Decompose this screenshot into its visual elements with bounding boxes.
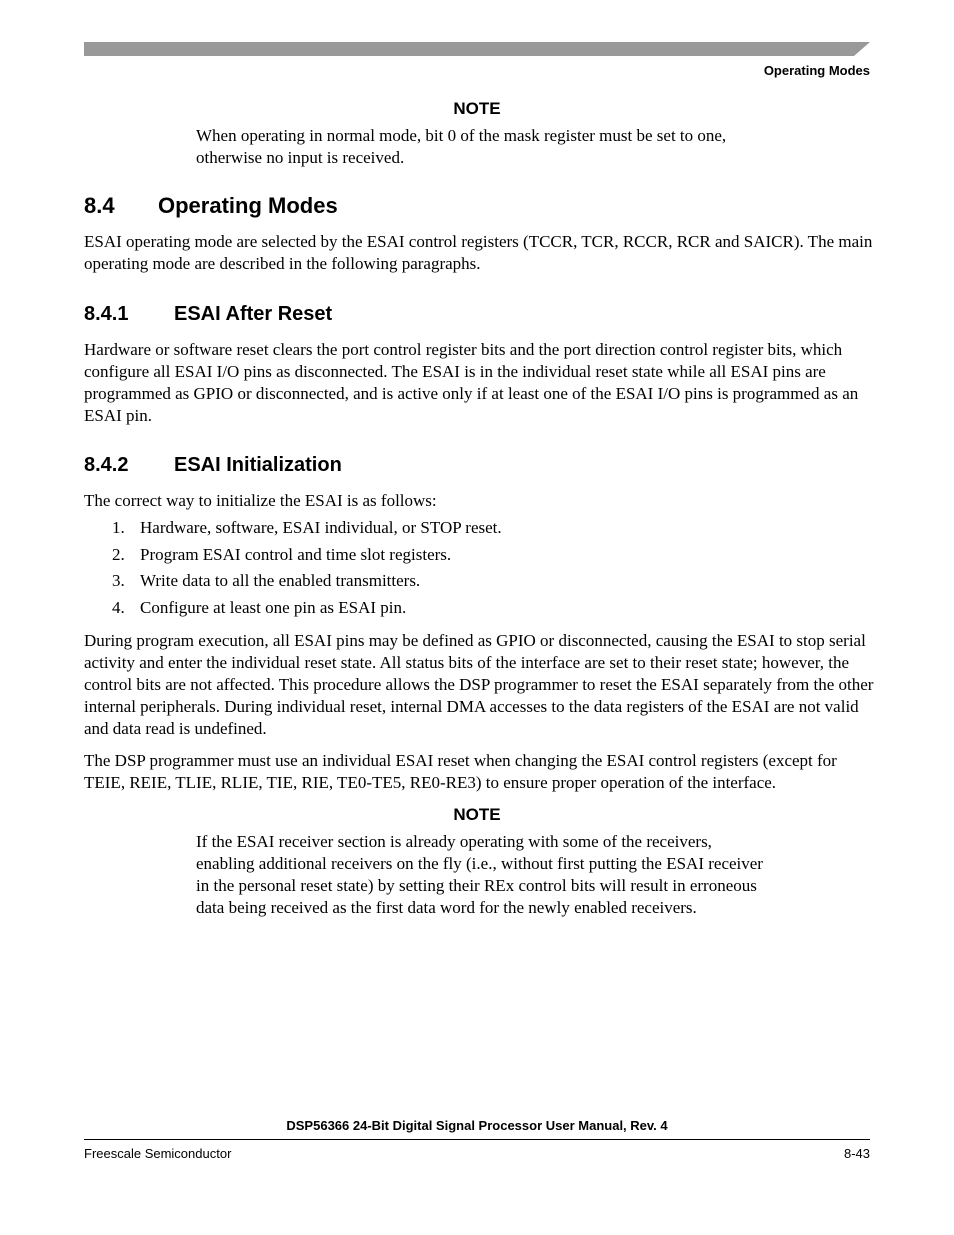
list-item (112, 544, 502, 571)
running-head: Operating Modes (763, 63, 870, 78)
section-heading-8-4 (84, 193, 338, 219)
step-number: 4. (112, 597, 125, 617)
header-bar-graphic (84, 42, 870, 56)
note-text: When operating in normal mode, bit 0 of the mask register must be set to one, otherwise no input is received. (196, 126, 727, 167)
section-paragraph: ESAI operating mode are selected by the ESAI control registers (TCCR, TCR, RCCR, RCR and SAICR). The main operating mode are described in the following paragraphs. (84, 232, 873, 273)
section-number: 8.4.1 (84, 303, 129, 325)
section-paragraph: Hardware or software reset clears the port control register bits and the port direction control register bits, which configure all ESAI I/O pins as disconnected. The ESAI is in the individual reset state while all ESAI pins are programmed as GPIO or disconnected, and is active only if at least one of the ESAI I/O pins is programmed as an ESAI pin. (84, 340, 859, 425)
step-number: 2. (112, 544, 125, 564)
step-number: 3. (112, 571, 125, 590)
list-item (112, 570, 502, 597)
section-number: 8.4.2 (84, 454, 129, 476)
section-paragraph: During program execution, all ESAI pins may be defined as GPIO or disconnected, causing the ESAI to stop serial activity and enter the individual reset state. All status bits of the interface are set to their reset state; however, the control bits are not affected. This procedure allows the DSP programmer to reset the ESAI separately from the other internal peripherals. During individual reset, internal DMA accesses to the data registers of the ESAI are not valid and data read is undefined. (84, 631, 874, 738)
step-text: Hardware, software, ESAI individual, or STOP reset. (140, 518, 502, 537)
footer-document-title: DSP56366 24-Bit Digital Signal Processor User Manual, Rev. 4 (286, 1118, 668, 1133)
step-number: 1. (112, 518, 125, 537)
step-text: Configure at least one pin as ESAI pin. (140, 597, 407, 617)
section-paragraph: The DSP programmer must use an individual ESAI reset when changing the ESAI control registers (except for TEIE, REIE, TLIE, RLIE, TIE, RIE, TE0-TE5, RE0-RE3) to ensure proper operation of the interface. (84, 751, 837, 792)
note-title: NOTE (453, 99, 501, 118)
footer-divider (84, 1139, 870, 1140)
page-number: 8-43 (843, 1146, 870, 1161)
section-number: 8.4 (84, 193, 115, 218)
note-title: NOTE (453, 805, 501, 824)
header-bar (84, 42, 870, 56)
note-text: If the ESAI receiver section is already operating with some of the receivers, enabling additional receivers on the fly (i.e., without first putting the ESAI receiver in the personal reset state) by setting their REx control bits will result in erroneous data being received as the first data word for the newly enabled receivers. (196, 832, 763, 917)
section-title: ESAI After Reset (174, 303, 333, 325)
step-text: Program ESAI control and time slot registers. (140, 544, 452, 564)
section-heading-8-4-1 (84, 303, 332, 326)
list-item (112, 597, 502, 624)
initialization-steps (112, 517, 502, 623)
list-item (112, 517, 502, 544)
section-title: ESAI Initialization (174, 454, 342, 476)
section-intro: The correct way to initialize the ESAI is as follows: (84, 491, 437, 510)
section-title: Operating Modes (158, 193, 338, 218)
section-heading-8-4-2 (84, 454, 342, 477)
footer-company: Freescale Semiconductor (84, 1146, 232, 1161)
step-text: Write data to all the enabled transmitters. (140, 571, 421, 590)
